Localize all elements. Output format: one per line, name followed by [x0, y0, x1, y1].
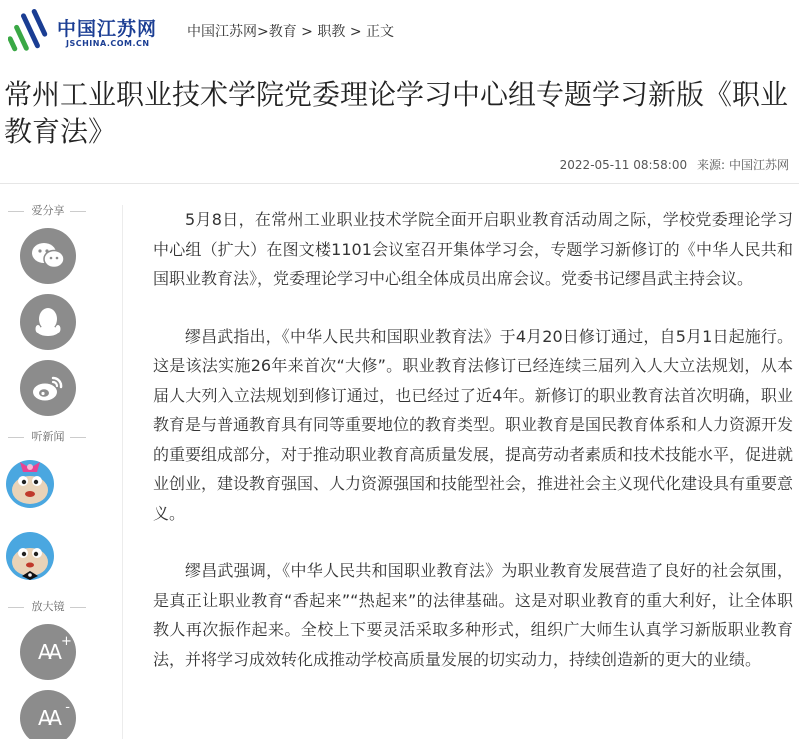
breadcrumb-education[interactable]: 教育: [268, 24, 297, 40]
logo-text-en: JSCHINA.COM.CN: [66, 39, 150, 48]
article-title: 常州工业职业技术学院党委理论学习中心组专题学习新版《职业教育法》: [4, 78, 789, 148]
weibo-icon: [31, 373, 65, 403]
breadcrumb: [187, 21, 394, 41]
breadcrumb-current: 正文: [366, 24, 395, 40]
zoom-out-icon: AA -: [38, 700, 66, 730]
zoom-in-button[interactable]: [20, 624, 76, 680]
sidebar-divider: [122, 205, 123, 739]
article-paragraph: 缪昌武指出，《中华人民共和国职业教育法》于4月20日修订通过，自5月1日起施行。这是该法实施26年来首次“大修”。职业教育法修订已经连续三届列入人大立法规划，从本届人大列入立法规划到修订通过，也已经过了近4年。新修订的职业教育法首次明确，职业教育是与普通教育具有同等重要地位的教育类型。职业教育是国民教育体系和人力资源开发的重要组成部分，对于推动职业教育高质量发展，提高劳动者素质和技术技能水平，促进就业创业，建设教育强国、人力资源强国和技能型社会，推进社会主义现代化建设具有重要意义。: [153, 326, 794, 523]
site-header: [0, 0, 799, 60]
article-body: [153, 205, 793, 702]
qq-icon: [35, 307, 61, 337]
article-meta: [554, 156, 789, 173]
article-paragraph: 5月8日，在常州工业职业技术学院全面开启职业教育活动周之际，学校党委理论学习中心组（扩大）在图文楼1101会议室召开集体学习会，专题学习新修订的《中华人民共和国职业教育法》，党委理论学习中心组全体成员出席会议。党委书记缪昌武主持会议。: [153, 210, 793, 288]
share-sidebar: [0, 200, 96, 739]
logo-text-cn: 中国江苏网: [57, 18, 158, 40]
article-paragraph: 缪昌武强调，《中华人民共和国职业教育法》为职业教育发展营造了良好的社会氛围，是真正让职业教育“香起来”“热起来”的法律基础。这是对职业教育的重大利好，让全体职教人再次振作起来。全校上下要灵活采取多种形式，组织广大师生认真学习新版职业教育法，并将学习成效转化成推动学校高质量发展的切实动力，持续创造新的更大的业绩。: [153, 561, 793, 669]
article-date: 2022-05-11 08:58:00: [559, 158, 688, 172]
zoom-label: 放大镜: [0, 596, 96, 618]
wechat-share-button[interactable]: [20, 228, 76, 284]
qq-share-button[interactable]: [20, 294, 76, 350]
breadcrumb-separator: >: [345, 24, 367, 40]
breadcrumb-vocational[interactable]: 职教: [317, 24, 346, 40]
mascot-girl-voice-icon[interactable]: [0, 452, 60, 512]
share-label: 爱分享: [0, 200, 96, 222]
title-divider: [0, 183, 799, 184]
mascot-boy-voice-icon[interactable]: [0, 524, 60, 584]
zoom-in-icon: AA +: [38, 634, 68, 664]
site-logo[interactable]: [8, 6, 158, 54]
wechat-icon: [31, 241, 65, 271]
weibo-share-button[interactable]: [20, 360, 76, 416]
breadcrumb-home[interactable]: 中国江苏网: [187, 24, 257, 40]
logo-mark-icon: [8, 6, 52, 54]
article-source-label: 来源:: [696, 158, 725, 172]
breadcrumb-separator: >: [296, 24, 318, 40]
breadcrumb-separator: >: [257, 24, 269, 40]
article-source[interactable]: 中国江苏网: [728, 158, 789, 172]
listen-label: 听新闻: [0, 426, 96, 448]
zoom-out-button[interactable]: [20, 690, 76, 739]
